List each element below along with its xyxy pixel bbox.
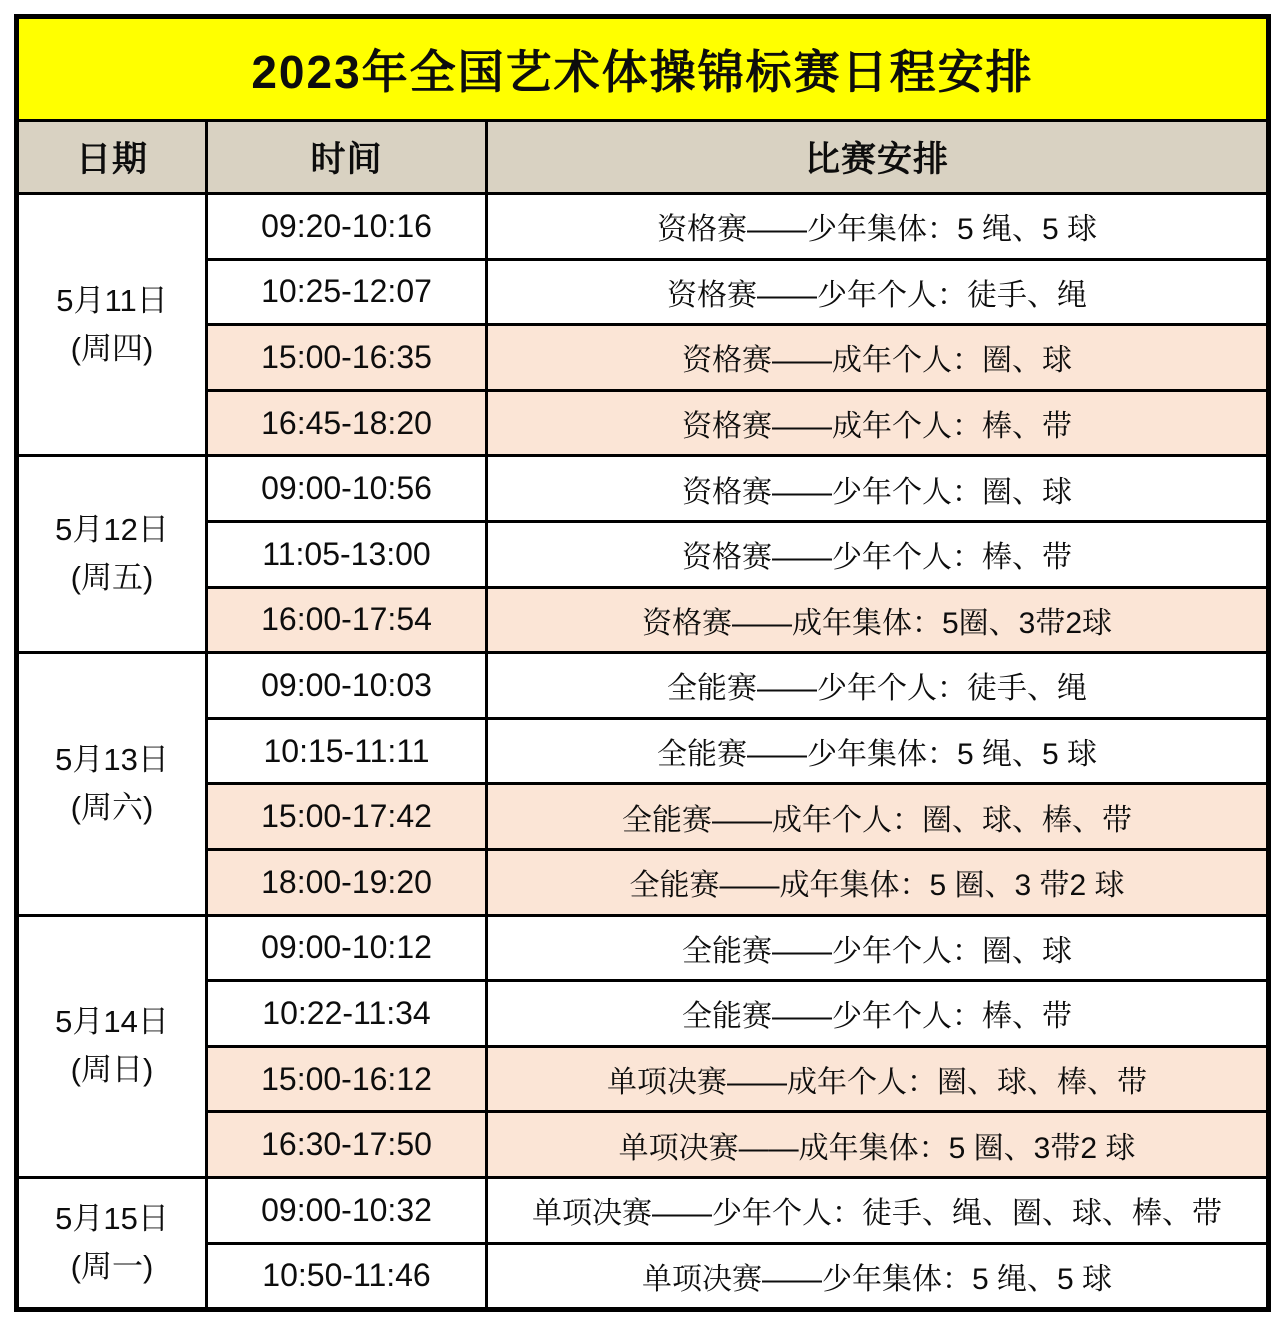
event-cell: 全能赛——少年个人：圈、球 [487,915,1269,981]
time-cell: 15:00-17:42 [207,784,487,850]
title-row [17,17,1269,121]
schedule-row [17,1177,1269,1243]
weekday-text: (周四) [70,330,154,366]
date-cell [17,1177,207,1309]
event-cell: 全能赛——少年集体：5 绳、5 球 [487,718,1269,784]
event-cell: 资格赛——少年个人：徒手、绳 [487,259,1269,325]
time-cell: 10:22-11:34 [207,981,487,1047]
event-cell: 资格赛——成年个人：圈、球 [487,325,1269,391]
time-cell: 10:15-11:11 [207,718,487,784]
column-header-date: 日期 [17,121,207,194]
event-cell: 全能赛——成年个人：圈、球、棒、带 [487,784,1269,850]
date-text: 5月12日 [55,512,169,548]
time-cell: 09:00-10:03 [207,653,487,719]
time-cell: 18:00-19:20 [207,849,487,915]
event-cell: 资格赛——成年个人：棒、带 [487,390,1269,456]
event-cell: 资格赛——成年集体：5圈、3带2球 [487,587,1269,653]
time-cell: 15:00-16:12 [207,1046,487,1112]
date-text: 5月13日 [55,741,169,777]
date-cell [17,915,207,1177]
weekday-text: (周五) [70,560,154,596]
date-cell [17,194,207,456]
event-cell: 全能赛——成年集体：5 圈、3 带2 球 [487,849,1269,915]
time-cell: 09:00-10:56 [207,456,487,522]
schedule-body [17,17,1269,1310]
date-cell [17,456,207,653]
page-title: 2023年全国艺术体操锦标赛日程安排 [17,17,1269,121]
event-cell: 资格赛——少年集体：5 绳、5 球 [487,194,1269,260]
date-cell [17,653,207,915]
time-cell: 09:00-10:32 [207,1177,487,1243]
date-text: 5月11日 [56,282,168,318]
header-row [17,121,1269,194]
time-cell: 09:20-10:16 [207,194,487,260]
time-cell: 16:30-17:50 [207,1112,487,1178]
schedule-row [17,915,1269,981]
event-cell: 资格赛——少年个人：棒、带 [487,521,1269,587]
weekday-text: (周六) [70,789,154,825]
event-cell: 单项决赛——少年集体：5 绳、5 球 [487,1243,1269,1310]
weekday-text: (周一) [70,1249,154,1284]
event-cell: 资格赛——少年个人：圈、球 [487,456,1269,522]
event-cell: 单项决赛——少年个人：徒手、绳、圈、球、棒、带 [487,1177,1269,1243]
column-header-event: 比赛安排 [487,121,1269,194]
date-text: 5月15日 [55,1200,169,1236]
event-cell: 单项决赛——成年集体：5 圈、3带2 球 [487,1112,1269,1178]
weekday-text: (周日) [70,1052,154,1088]
time-cell: 10:25-12:07 [207,259,487,325]
column-header-time: 时间 [207,121,487,194]
time-cell: 15:00-16:35 [207,325,487,391]
schedule-row [17,456,1269,522]
time-cell: 16:00-17:54 [207,587,487,653]
schedule-row [17,194,1269,260]
time-cell: 10:50-11:46 [207,1243,487,1310]
schedule-table [14,14,1271,1312]
time-cell: 11:05-13:00 [207,521,487,587]
event-cell: 全能赛——少年个人：棒、带 [487,981,1269,1047]
time-cell: 16:45-18:20 [207,390,487,456]
date-text: 5月14日 [55,1004,169,1040]
event-cell: 全能赛——少年个人：徒手、绳 [487,653,1269,719]
event-cell: 单项决赛——成年个人：圈、球、棒、带 [487,1046,1269,1112]
time-cell: 09:00-10:12 [207,915,487,981]
schedule-row [17,653,1269,719]
